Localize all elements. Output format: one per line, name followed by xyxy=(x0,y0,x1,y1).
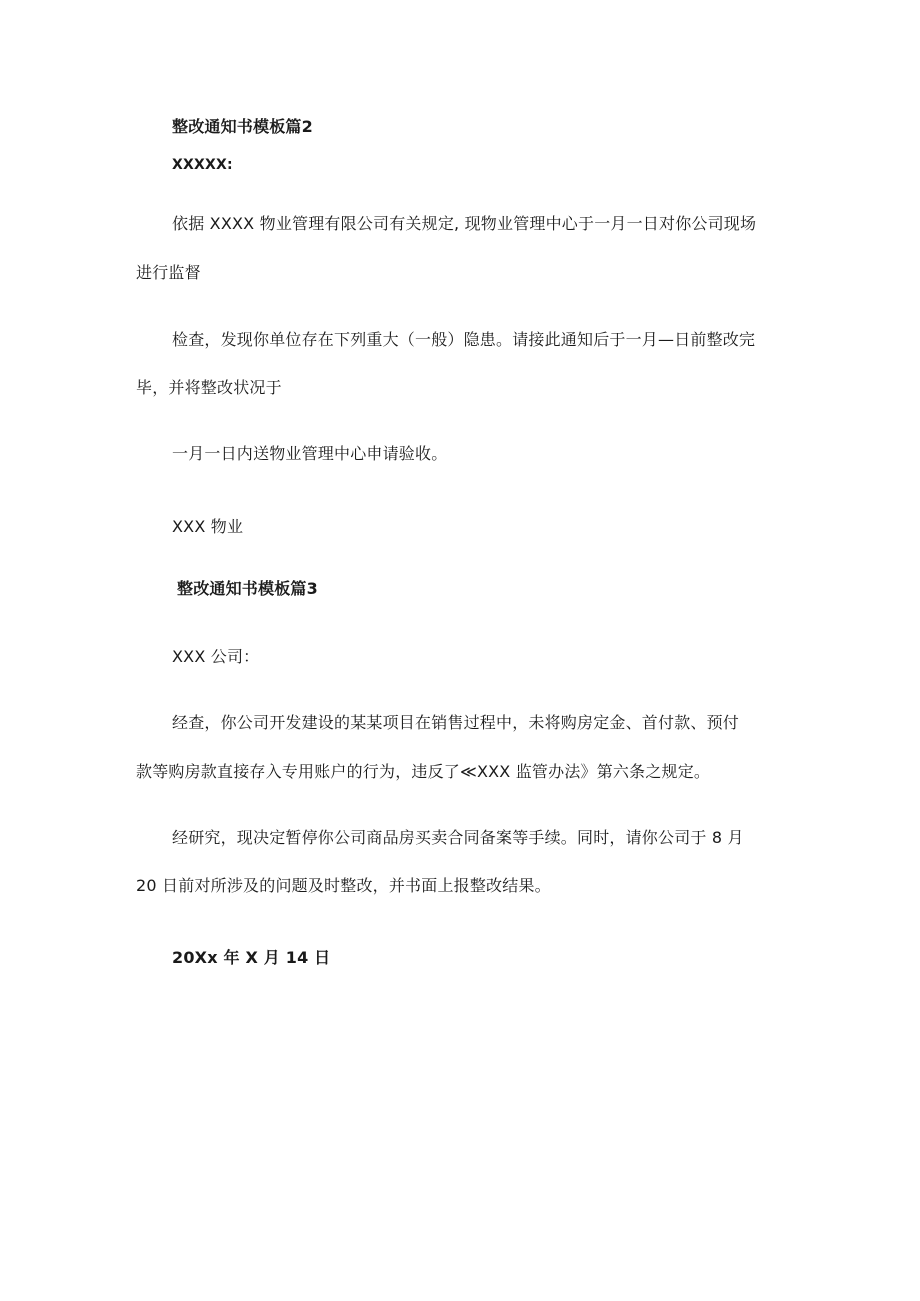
section2-para2-line2: 毕，并将整改状况于 xyxy=(136,378,282,397)
section2-para3-line1: 一月一日内送物业管理中心申请验收。 xyxy=(172,444,448,463)
section3-title: 整改通知书模板篇3 xyxy=(177,579,318,598)
section2-recipient: XXXXX: xyxy=(172,157,233,173)
section3-para1-line2: 款等购房款直接存入专用账户的行为，违反了≪XXX 监管办法》第六条之规定。 xyxy=(136,762,711,781)
section3-date: 20Xx 年 X 月 14 日 xyxy=(172,948,331,967)
section3-recipient: XXX 公司： xyxy=(172,647,260,666)
section3-para2-line1: 经研究，现决定暂停你公司商品房买卖合同备案等手续。同时，请你公司于 8 月 xyxy=(172,828,744,847)
section3-para2-line2: 20 日前对所涉及的问题及时整改，并书面上报整改结果。 xyxy=(136,876,551,895)
section2-para1-line1: 依据 XXXX 物业管理有限公司有关规定, 现物业管理中心于一月一日对你公司现场 xyxy=(172,214,757,233)
section2-para1-line2: 进行监督 xyxy=(136,263,201,282)
section2-para2-line1: 检查，发现你单位存在下列重大（一般）隐患。请接此通知后于一月—日前整改完 xyxy=(172,330,756,349)
section2-signature: XXX 物业 xyxy=(172,517,244,536)
section2-title: 整改通知书模板篇2 xyxy=(172,117,313,136)
section3-para1-line1: 经查，你公司开发建设的某某项目在销售过程中，未将购房定金、首付款、预付 xyxy=(172,713,740,732)
